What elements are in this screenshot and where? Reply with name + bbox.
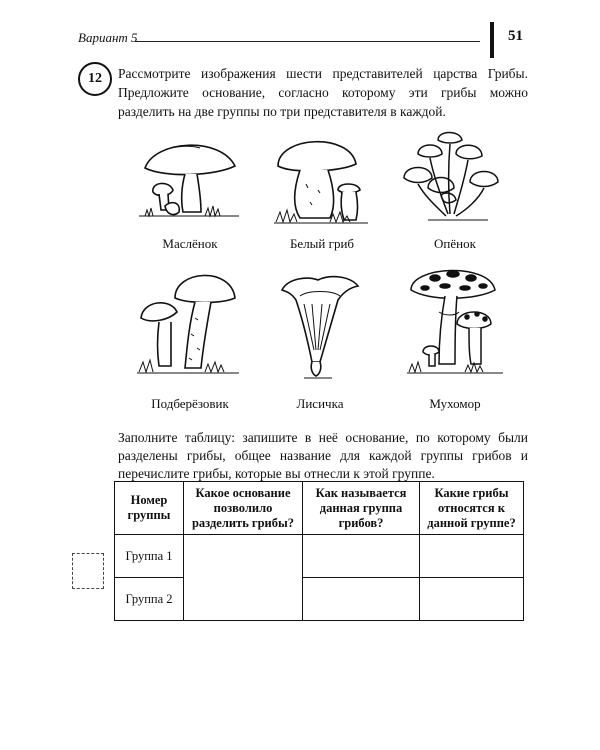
answer-table [114,481,524,621]
table-header-row [115,482,524,535]
mushroom-caption: Мухомор [429,396,481,411]
group-members-answer-cell[interactable] [420,578,524,621]
mushroom-caption: Подберёзовик [151,396,229,411]
birch-bolete-illustration [135,268,245,383]
mushroom-caption: Маслёнок [162,236,218,251]
group-members-answer-cell[interactable] [420,535,524,578]
honey-fungus-illustration [398,128,508,228]
mushroom-caption: Лисичка [296,396,344,411]
fill-instructions: Заполните таблицу: запишите в неё основание, по которому были разделены грибы, общее название для каждой группы грибов и перечислите грибы, которые вы отнесли к этой группе. [118,430,528,481]
column-header: Какие грибы относятся к данной группе? [420,482,524,535]
header-bar [490,22,494,58]
column-header: Какое основание позволило разделить грибы? [184,482,303,535]
answer-box[interactable] [72,553,104,589]
porcini-mushroom-illustration [270,128,370,228]
page-number: 51 [508,28,523,44]
butter-mushroom-illustration [135,130,245,225]
task-number-badge: 12 [78,62,112,96]
fly-agaric-illustration [405,262,505,382]
group-label: Группа 2 [115,578,184,621]
table-row [115,535,524,578]
chanterelle-illustration [278,270,363,385]
mushroom-caption: Белый гриб [289,236,355,251]
header-rule [135,41,480,42]
basis-answer-cell[interactable] [184,535,303,621]
column-header: Как называется данная группа грибов? [303,482,420,535]
group-label: Группа 1 [115,535,184,578]
variant-label: Вариант 5 [78,30,138,45]
group-name-answer-cell[interactable] [303,535,420,578]
group-name-answer-cell[interactable] [303,578,420,621]
column-header: Номер группы [115,482,184,535]
task-prompt: Рассмотрите изображения шести представителей царства Грибы. Предложите основание, согласно которому эти грибы можно разделить на две группы по три представителя в каждой. [118,66,528,119]
table-row [115,578,524,621]
mushroom-caption: Опёнок [434,236,476,251]
